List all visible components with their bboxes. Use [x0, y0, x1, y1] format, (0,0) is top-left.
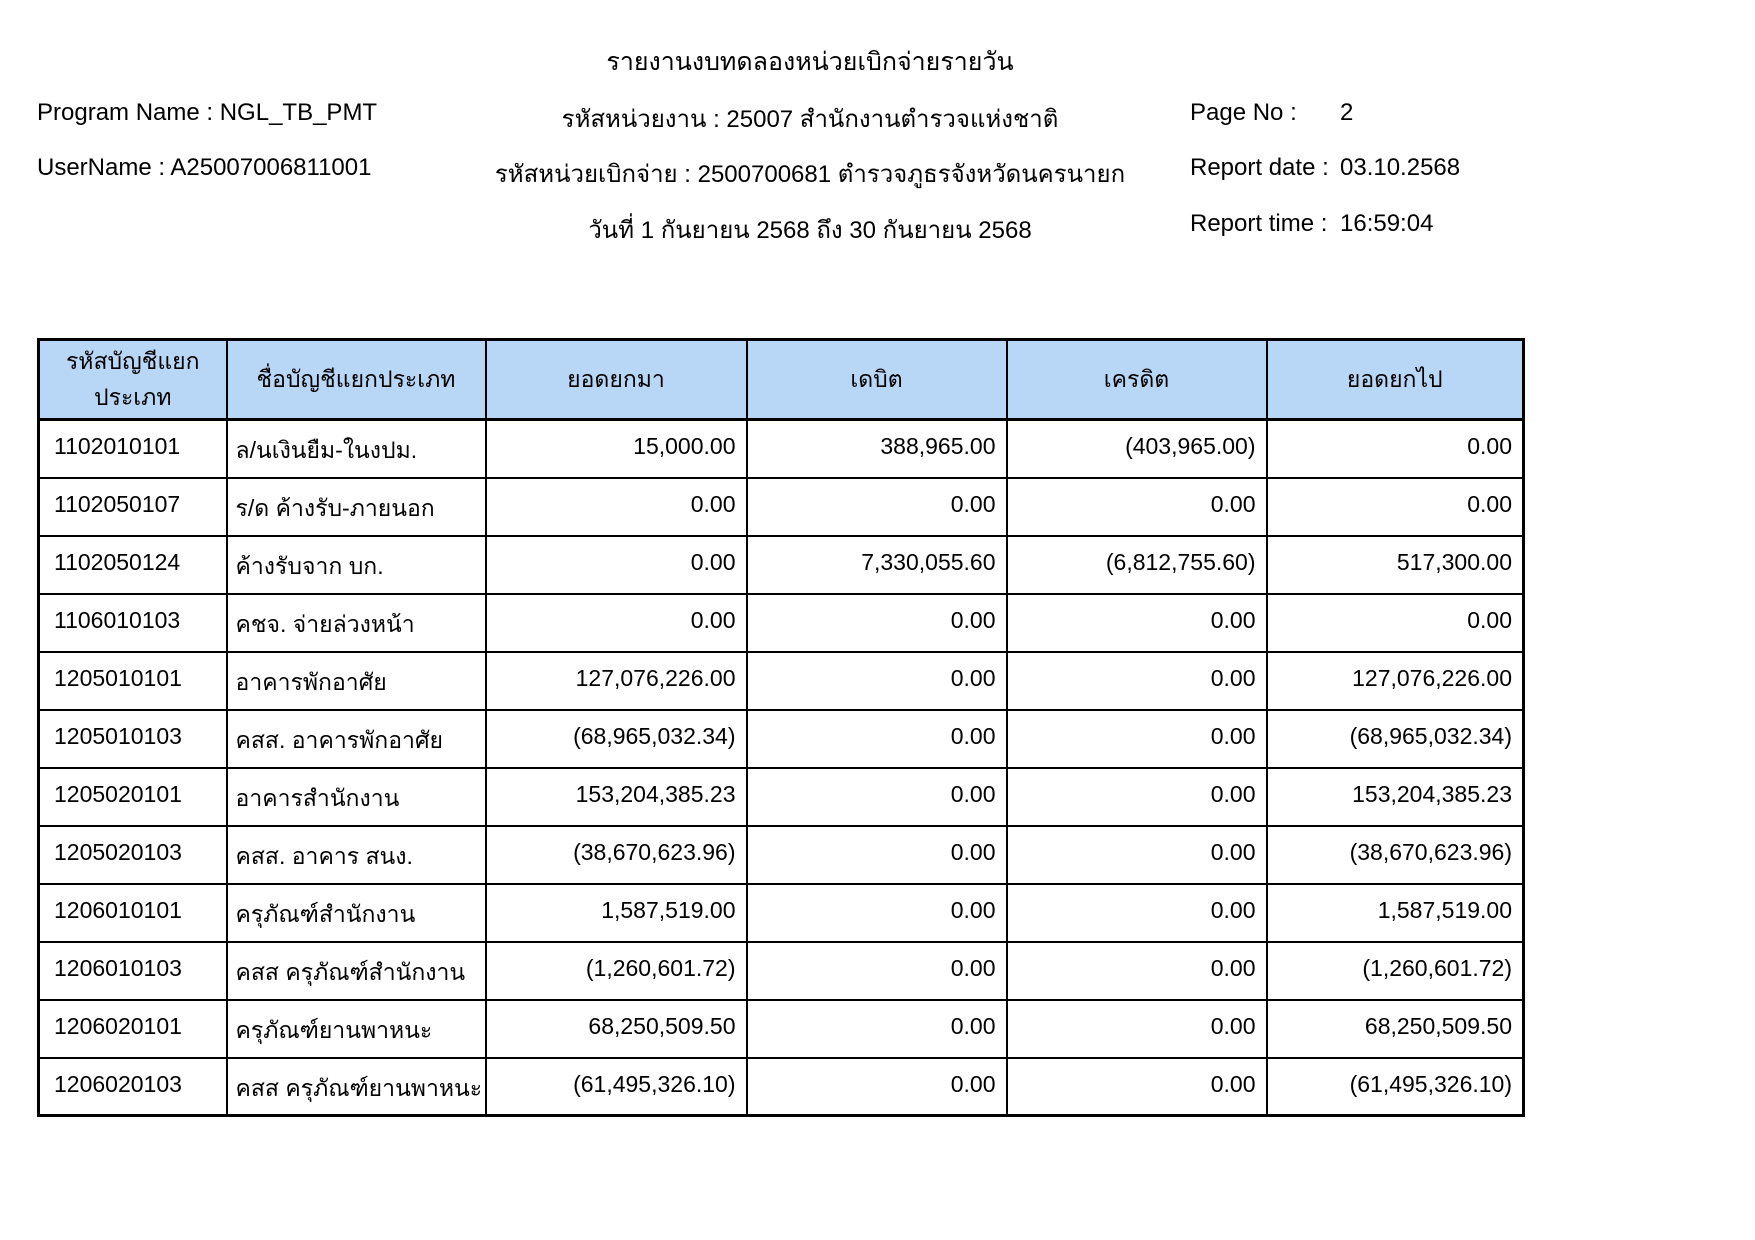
- table-row: [39, 478, 1524, 536]
- balance-forward-cell: (68,965,032.34): [486, 710, 747, 768]
- debit-cell: 7,330,055.60: [747, 536, 1007, 594]
- report-date-value: 03.10.2568: [1340, 154, 1461, 181]
- credit-cell: 0.00: [1007, 594, 1267, 652]
- balance-forward-cell: 0.00: [486, 478, 747, 536]
- balance-carried-cell: 0.00: [1267, 478, 1524, 536]
- debit-cell: 0.00: [747, 826, 1007, 884]
- account-name-cell: ร/ด ค้างรับ-ภายนอก: [227, 478, 486, 536]
- account-name-cell: อาคารสำนักงาน: [227, 768, 486, 826]
- col-header-balance-carried: ยอดยกไป: [1267, 340, 1524, 420]
- table-header-row: [39, 340, 1524, 420]
- table-row: [39, 710, 1524, 768]
- balance-carried-cell: 1,587,519.00: [1267, 884, 1524, 942]
- page-no-value: 2: [1340, 99, 1354, 126]
- balance-forward-cell: 0.00: [486, 594, 747, 652]
- table-row: [39, 536, 1524, 594]
- table-header: [39, 340, 1524, 420]
- table-row: [39, 1000, 1524, 1058]
- table-row: [39, 594, 1524, 652]
- account-code-cell: 1102050107: [39, 478, 227, 536]
- account-code-cell: 1205010101: [39, 652, 227, 710]
- balance-carried-cell: 127,076,226.00: [1267, 652, 1524, 710]
- debit-cell: 0.00: [747, 1058, 1007, 1116]
- credit-cell: 0.00: [1007, 478, 1267, 536]
- debit-cell: 0.00: [747, 884, 1007, 942]
- balance-carried-cell: 0.00: [1267, 594, 1524, 652]
- balance-forward-cell: (1,260,601.72): [486, 942, 747, 1000]
- debit-cell: 0.00: [747, 652, 1007, 710]
- table-row: [39, 942, 1524, 1000]
- balance-carried-cell: (38,670,623.96): [1267, 826, 1524, 884]
- account-name-cell: ครุภัณฑ์สำนักงาน: [227, 884, 486, 942]
- credit-cell: 0.00: [1007, 1000, 1267, 1058]
- table-row: [39, 884, 1524, 942]
- account-code-cell: 1102050124: [39, 536, 227, 594]
- table-row: [39, 420, 1524, 478]
- credit-cell: (6,812,755.60): [1007, 536, 1267, 594]
- account-name-cell: ล/นเงินยืม-ในงปม.: [227, 420, 486, 478]
- balance-forward-cell: (38,670,623.96): [486, 826, 747, 884]
- report-title: รายงานงบทดลองหน่วยเบิกจ่ายรายวัน: [606, 48, 1014, 76]
- balance-carried-cell: (1,260,601.72): [1267, 942, 1524, 1000]
- table-body: [39, 420, 1524, 1116]
- balance-forward-cell: 1,587,519.00: [486, 884, 747, 942]
- debit-cell: 0.00: [747, 594, 1007, 652]
- debit-cell: 0.00: [747, 478, 1007, 536]
- credit-cell: 0.00: [1007, 884, 1267, 942]
- debit-cell: 0.00: [747, 942, 1007, 1000]
- agency-code: รหัสหน่วยงาน : 25007 สำนักงานตำรวจแห่งชาติ: [561, 106, 1059, 133]
- credit-cell: 0.00: [1007, 1058, 1267, 1116]
- account-name-cell: คสส ครุภัณฑ์สำนักงาน: [227, 942, 486, 1000]
- balance-forward-cell: 15,000.00: [486, 420, 747, 478]
- balance-carried-cell: 517,300.00: [1267, 536, 1524, 594]
- account-code-cell: 1206010103: [39, 942, 227, 1000]
- account-code-cell: 1206020103: [39, 1058, 227, 1116]
- account-name-cell: คสส ครุภัณฑ์ยานพาหนะ: [227, 1058, 486, 1116]
- col-header-account-code: รหัสบัญชีแยกประเภท: [39, 340, 227, 420]
- credit-cell: 0.00: [1007, 768, 1267, 826]
- debit-cell: 0.00: [747, 1000, 1007, 1058]
- page-no-label: Page No :: [1190, 99, 1297, 126]
- account-name-cell: คสส. อาคารพักอาศัย: [227, 710, 486, 768]
- table-row: [39, 768, 1524, 826]
- trial-balance-table: [37, 338, 1525, 1117]
- program-name: Program Name : NGL_TB_PMT: [37, 99, 378, 126]
- user-name: UserName : A25007006811001: [37, 154, 372, 181]
- account-code-cell: 1205010103: [39, 710, 227, 768]
- credit-cell: 0.00: [1007, 826, 1267, 884]
- table-row: [39, 652, 1524, 710]
- credit-cell: 0.00: [1007, 942, 1267, 1000]
- account-name-cell: อาคารพักอาศัย: [227, 652, 486, 710]
- balance-forward-cell: 127,076,226.00: [486, 652, 747, 710]
- account-code-cell: 1102010101: [39, 420, 227, 478]
- account-code-cell: 1205020101: [39, 768, 227, 826]
- balance-carried-cell: (68,965,032.34): [1267, 710, 1524, 768]
- credit-cell: 0.00: [1007, 652, 1267, 710]
- debit-cell: 0.00: [747, 768, 1007, 826]
- account-name-cell: ค้างรับจาก บก.: [227, 536, 486, 594]
- account-name-cell: คชจ. จ่ายล่วงหน้า: [227, 594, 486, 652]
- table-row: [39, 1058, 1524, 1116]
- col-header-account-name: ชื่อบัญชีแยกประเภท: [227, 340, 486, 420]
- balance-carried-cell: 0.00: [1267, 420, 1524, 478]
- report-date-label: Report date :: [1190, 154, 1329, 181]
- account-code-cell: 1206020101: [39, 1000, 227, 1058]
- account-code-cell: 1205020103: [39, 826, 227, 884]
- account-code-cell: 1106010103: [39, 594, 227, 652]
- debit-cell: 388,965.00: [747, 420, 1007, 478]
- disbursement-unit-code: รหัสหน่วยเบิกจ่าย : 2500700681 ตำรวจภูธรจังหวัดนครนายก: [494, 161, 1126, 188]
- credit-cell: 0.00: [1007, 710, 1267, 768]
- account-name-cell: ครุภัณฑ์ยานพาหนะ: [227, 1000, 486, 1058]
- balance-forward-cell: 68,250,509.50: [486, 1000, 747, 1058]
- balance-forward-cell: 153,204,385.23: [486, 768, 747, 826]
- account-name-cell: คสส. อาคาร สนง.: [227, 826, 486, 884]
- balance-forward-cell: 0.00: [486, 536, 747, 594]
- col-header-balance-forward: ยอดยกมา: [486, 340, 747, 420]
- col-header-credit: เครดิต: [1007, 340, 1267, 420]
- balance-forward-cell: (61,495,326.10): [486, 1058, 747, 1116]
- credit-cell: (403,965.00): [1007, 420, 1267, 478]
- report-time-label: Report time :: [1190, 210, 1328, 237]
- table-row: [39, 826, 1524, 884]
- balance-carried-cell: 68,250,509.50: [1267, 1000, 1524, 1058]
- balance-carried-cell: 153,204,385.23: [1267, 768, 1524, 826]
- col-header-debit: เดบิต: [747, 340, 1007, 420]
- balance-carried-cell: (61,495,326.10): [1267, 1058, 1524, 1116]
- report-time-value: 16:59:04: [1340, 210, 1434, 237]
- debit-cell: 0.00: [747, 710, 1007, 768]
- date-range: วันที่ 1 กันยายน 2568 ถึง 30 กันยายน 2568: [588, 217, 1032, 244]
- account-code-cell: 1206010101: [39, 884, 227, 942]
